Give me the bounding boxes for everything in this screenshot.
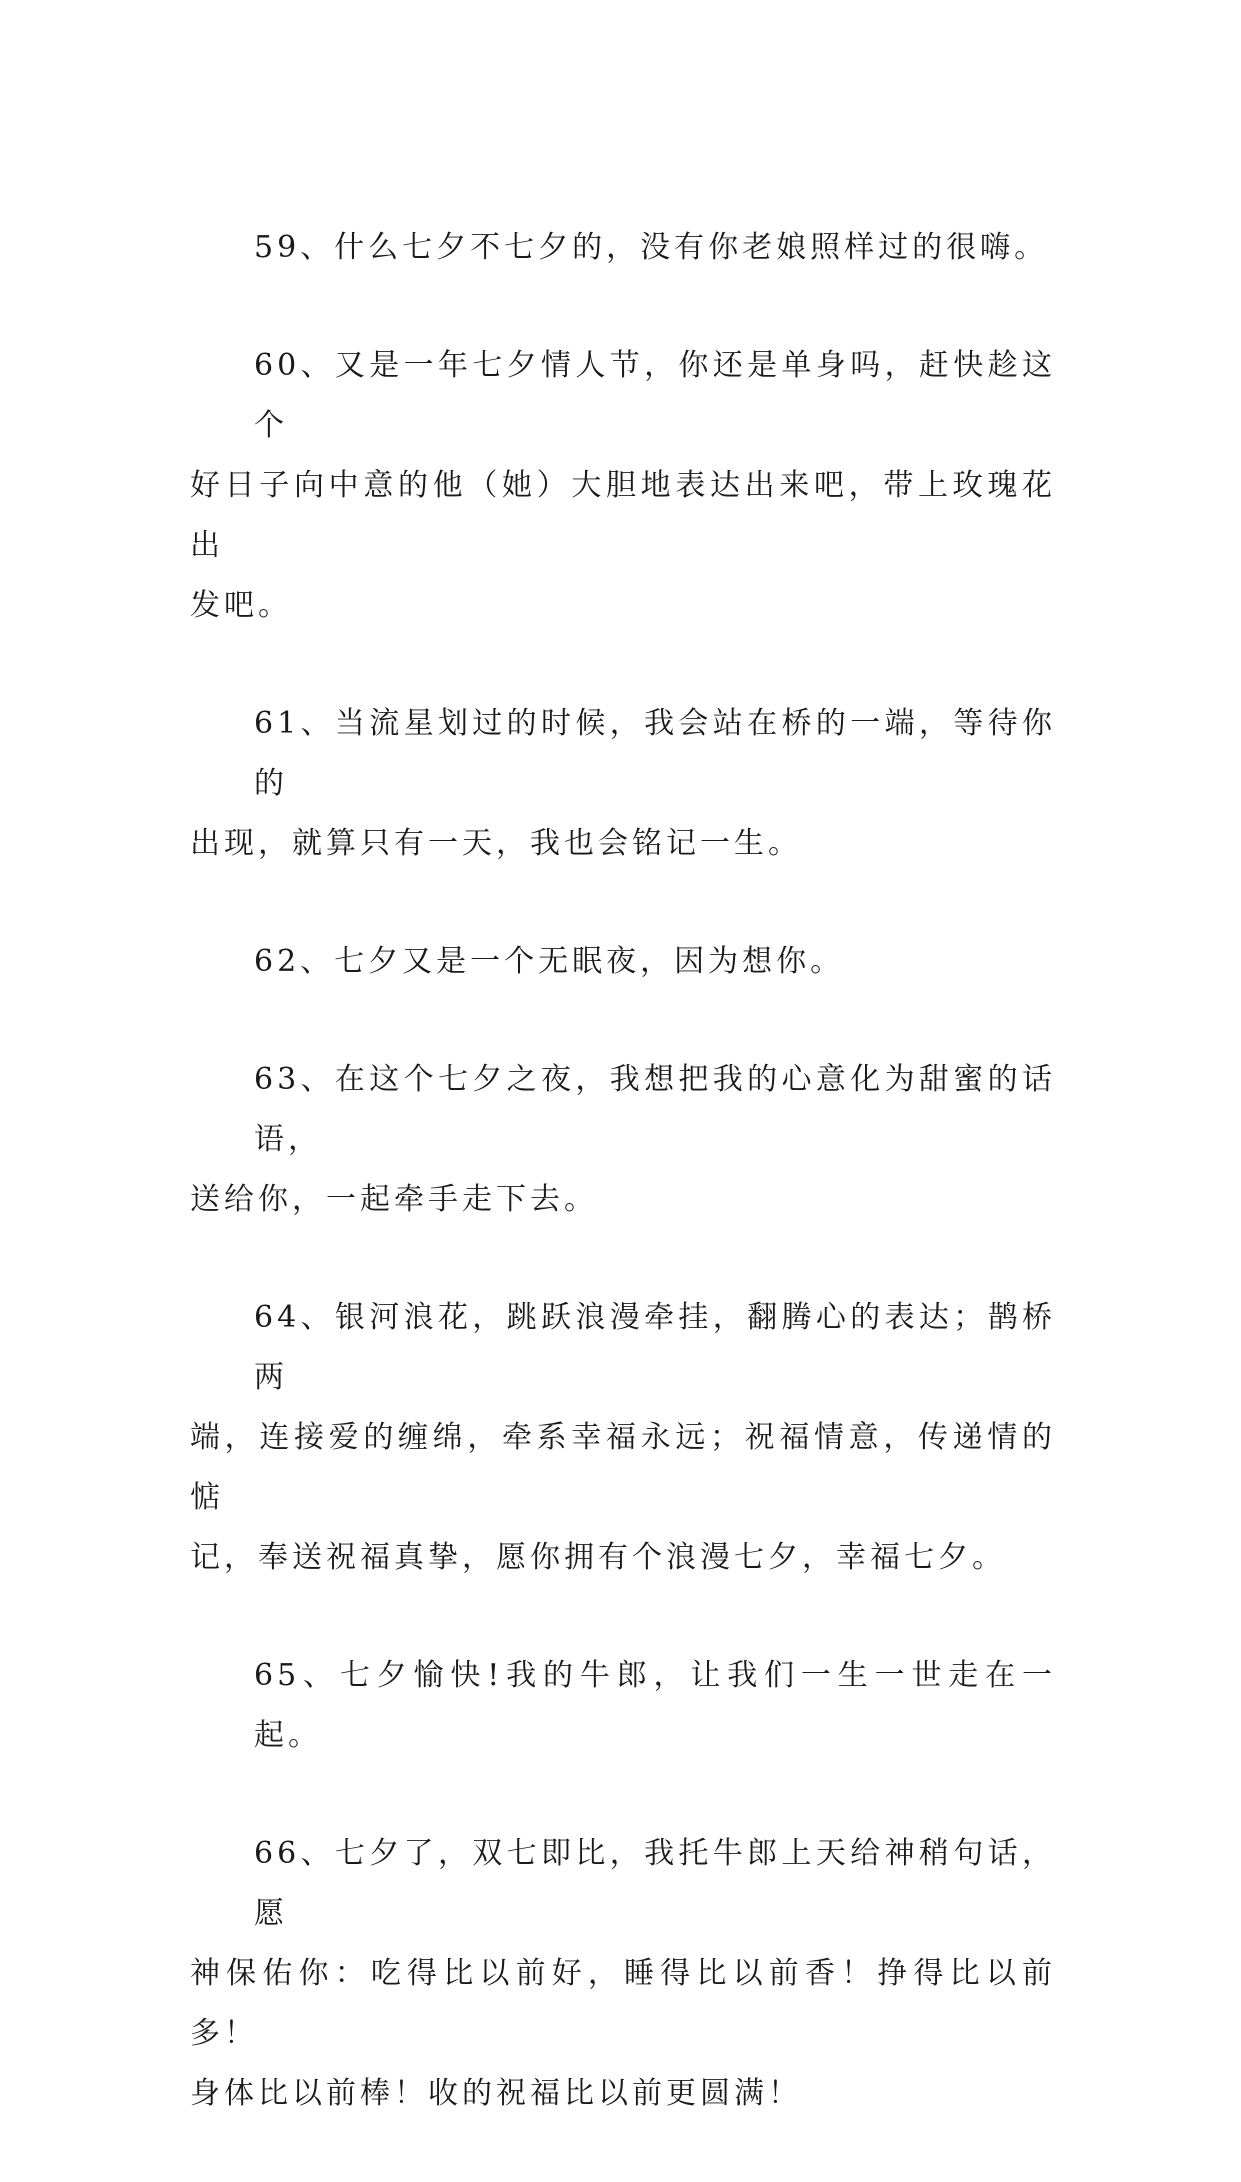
- paragraph-62: [190, 932, 1056, 992]
- paragraph-61: [190, 694, 1056, 874]
- paragraph-63: [190, 1050, 1056, 1230]
- paragraph-line: 好日子向中意的他（她）大胆地表达出来吧，带上玫瑰花出: [190, 468, 1056, 563]
- paragraph-line: 59、什么七夕不七夕的，没有你老娘照样过的很嗨。: [254, 230, 1049, 265]
- paragraph-line: 64、银河浪花，跳跃浪漫牵挂，翻腾心的表达；鹊桥两: [254, 1300, 1056, 1395]
- paragraph-line: 神保佑你：吃得比以前好，睡得比以前香！挣得比以前多！: [190, 1956, 1056, 2051]
- document-body: [190, 218, 1056, 2182]
- paragraph-65: [190, 1646, 1056, 1766]
- paragraph-line: 66、七夕了，双七即比，我托牛郎上天给神稍句话，愿: [254, 1836, 1056, 1931]
- paragraph-66: [190, 1824, 1056, 2124]
- paragraph-line: 送给你，一起牵手走下去。: [190, 1182, 598, 1217]
- paragraph-line: 62、七夕又是一个无眠夜，因为想你。: [254, 944, 845, 979]
- paragraph-line: 端，连接爱的缠绵，牵系幸福永远；祝福情意，传递情的惦: [190, 1420, 1056, 1515]
- paragraph-line: 60、又是一年七夕情人节，你还是单身吗，赶快趁这个: [254, 348, 1056, 443]
- paragraph-line: 记，奉送祝福真挚，愿你拥有个浪漫七夕，幸福七夕。: [190, 1540, 1006, 1575]
- paragraph-line: 发吧。: [190, 588, 292, 623]
- paragraph-59: [190, 218, 1056, 278]
- paragraph-64: [190, 1288, 1056, 1588]
- paragraph-line: 65、七夕愉快!我的牛郎，让我们一生一世走在一起。: [254, 1658, 1056, 1753]
- paragraph-line: 身体比以前棒！收的祝福比以前更圆满！: [190, 2076, 802, 2111]
- paragraph-line: 出现，就算只有一天，我也会铭记一生。: [190, 826, 802, 861]
- paragraph-line: 61、当流星划过的时候，我会站在桥的一端，等待你的: [254, 706, 1056, 801]
- paragraph-60: [190, 336, 1056, 636]
- paragraph-line: 63、在这个七夕之夜，我想把我的心意化为甜蜜的话语，: [254, 1062, 1056, 1157]
